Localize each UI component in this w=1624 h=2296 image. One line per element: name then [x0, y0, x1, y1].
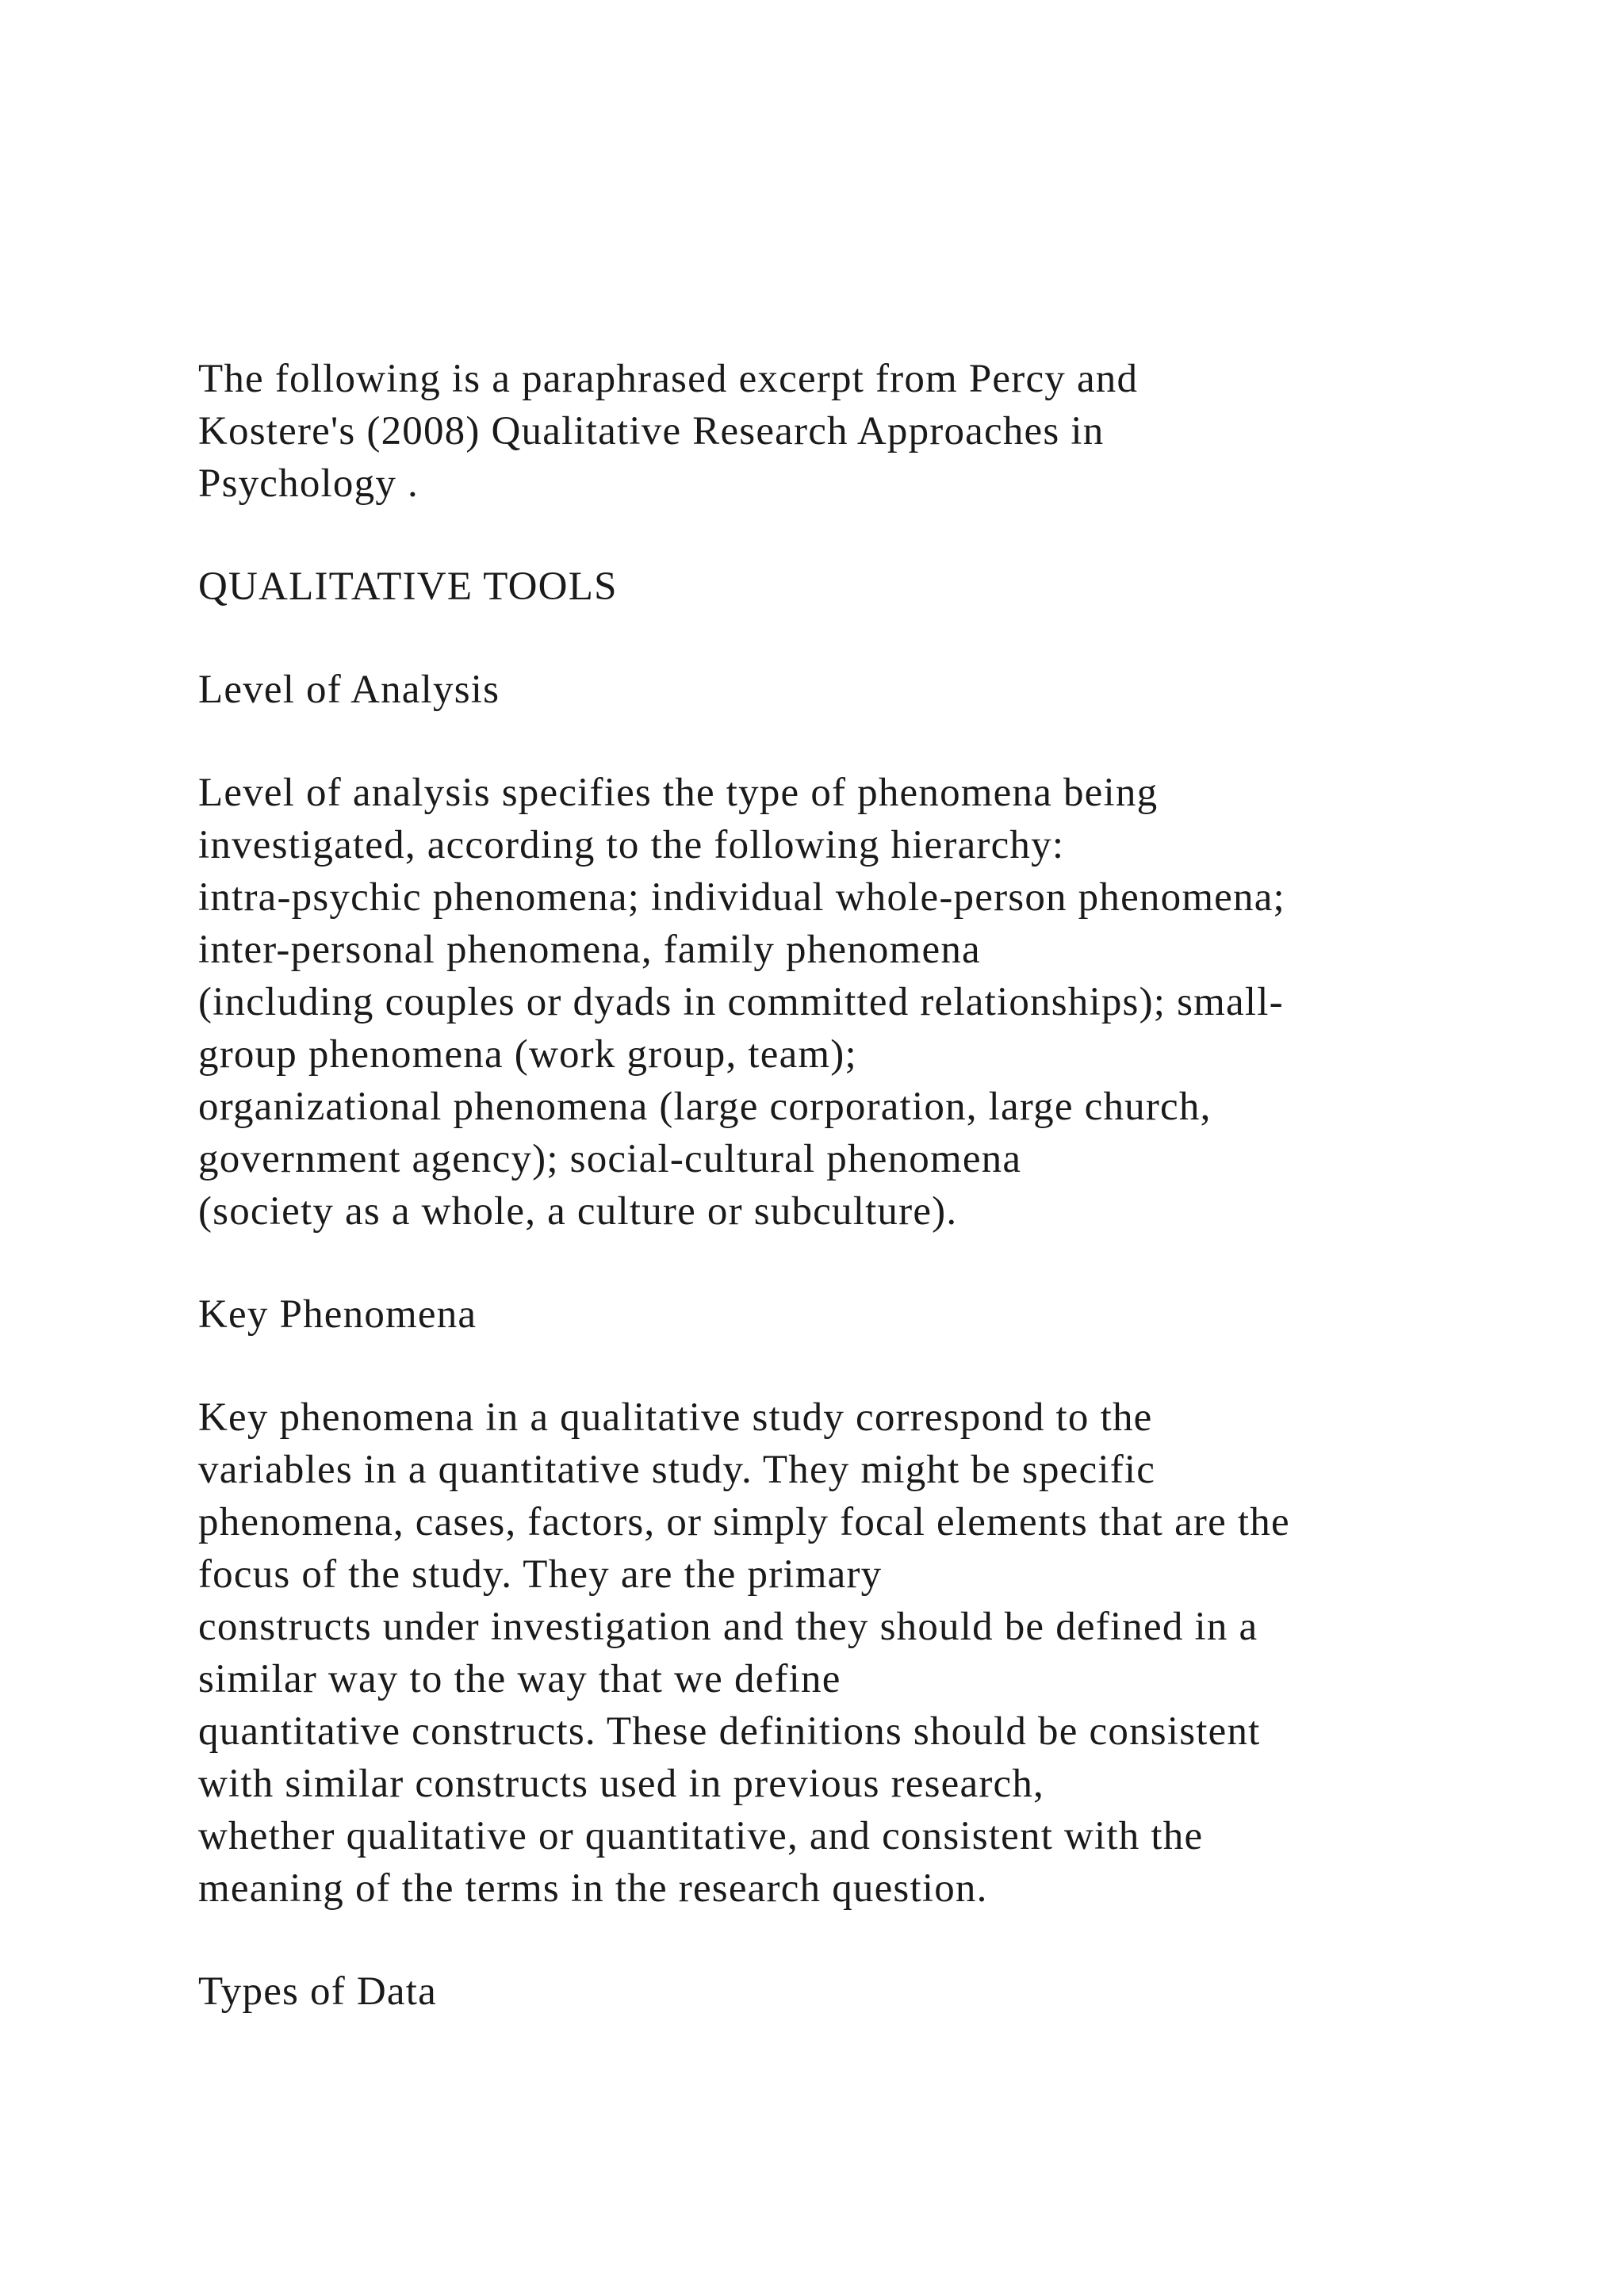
text-line: phenomena, cases, factors, or simply focal elements that are the [198, 1500, 1290, 1544]
text-line: The following is a paraphrased excerpt from Percy and [198, 357, 1139, 401]
text-line: Level of analysis specifies the type of phenomena being [198, 771, 1159, 815]
text-line: quantitative constructs. These definitions should be consistent [198, 1709, 1261, 1754]
text-line: investigated, according to the following hierarchy: [198, 823, 1065, 867]
heading-types-of-data: Types of Data [198, 1969, 437, 2014]
text-line: (society as a whole, a culture or subculture). [198, 1189, 958, 1234]
text-line: Psychology . [198, 461, 419, 506]
text-line: (including couples or dyads in committed relationships); small- [198, 980, 1284, 1024]
intro-paragraph [198, 353, 1546, 510]
text-line: focus of the study. They are the primary [198, 1552, 883, 1597]
paragraph-level-of-analysis [198, 767, 1546, 1238]
text-line: meaning of the terms in the research question. [198, 1866, 988, 1911]
text-line: whether qualitative or quantitative, and consistent with the [198, 1814, 1204, 1858]
text-line: with similar constructs used in previous research, [198, 1762, 1045, 1806]
text-line: Key phenomena in a qualitative study correspond to the [198, 1395, 1153, 1440]
document-body [198, 353, 1546, 2018]
text-line: Kostere's (2008) Qualitative Research Approaches in [198, 409, 1105, 453]
text-line: variables in a quantitative study. They might be specific [198, 1448, 1156, 1492]
paragraph-key-phenomena [198, 1391, 1546, 1915]
text-line: inter-personal phenomena, family phenomena [198, 928, 981, 972]
text-line: government agency); social-cultural phenomena [198, 1137, 1022, 1181]
text-line: constructs under investigation and they should be defined in a [198, 1605, 1258, 1649]
heading-key-phenomena: Key Phenomena [198, 1292, 477, 1337]
text-line: intra-psychic phenomena; individual whole-person phenomena; [198, 875, 1285, 920]
text-line: similar way to the way that we define [198, 1657, 841, 1701]
heading-level-of-analysis: Level of Analysis [198, 668, 500, 712]
text-line: organizational phenomena (large corporation, large church, [198, 1085, 1212, 1129]
section-title: QUALITATIVE TOOLS [198, 564, 618, 609]
text-line: group phenomena (work group, team); [198, 1032, 857, 1077]
